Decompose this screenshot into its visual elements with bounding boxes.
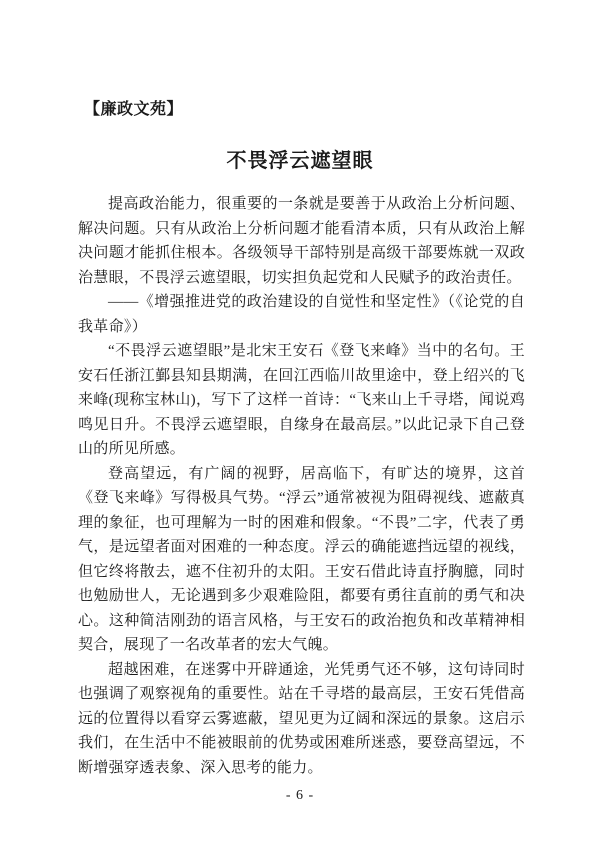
body-paragraph-quote: 提高政治能力，很重要的一条就是要善于从政治上分析问题、解决问题。只有从政治上分析问题才能看清本质，只有从政治上解决问题才能抓住根本。各级领导干部特别是高级干部要炼就一双政治慧眼，不畏浮云遮望眼，切实担负起党和人民赋予的政治责任。 (78, 196, 525, 286)
page-number: - 6 - (285, 788, 315, 803)
section-tag: 【廉政文苑】 (84, 101, 184, 118)
body-paragraph: “不畏浮云遮望眼”是北宋王安石《登飞来峰》当中的名句。王安石任浙江鄞县知县期满，在回江西临川故里途中，登上绍兴的飞来峰(现称宝林山)，写下了这样一首诗：“飞来山上千寻塔，闻说鸡鸣见日升。不畏浮云遮望眼，自缘身在最高层。”以此记录下自己登山的所见所感。 (78, 343, 525, 457)
article-title: 不畏浮云遮望眼 (226, 150, 374, 172)
body-paragraph: 登高望远，有广阔的视野，居高临下，有旷达的境界，这首《登飞来峰》写得极具气势。“浮云”通常被视为阻碍视线、遮蔽真理的象征，也可理解为一时的困难和假象。“不畏”二字，代表了勇气，是远望者面对困难的一种态度。浮云的确能遮挡远望的视线，但它终将散去，遮不住初升的太阳。王安石借此诗直抒胸臆，同时也勉励世人，无论遇到多少艰难险阻，都要有勇往直前的勇气和决心。这种简洁刚劲的语言风格，与王安石的政治抱负和改革精神相契合，展现了一名改革者的宏大气魄。 (78, 465, 525, 653)
body-paragraph: 超越困难，在迷雾中开辟通途，光凭勇气还不够，这句诗同时也强调了观察视角的重要性。站在千寻塔的最高层，王安石凭借高远的位置得以看穿云雾遮蔽，望见更为辽阔和深远的景象。这启示我们，在生活中不能被眼前的优势或困难所迷惑，要登高望远，不断增强穿透表象、深入思考的能力。 (78, 661, 525, 776)
body-paragraph-attribution: ——《增强推进党的政治建设的自觉性和坚定性》（《论党的自我革命》） (78, 294, 525, 335)
article-body (78, 192, 525, 780)
